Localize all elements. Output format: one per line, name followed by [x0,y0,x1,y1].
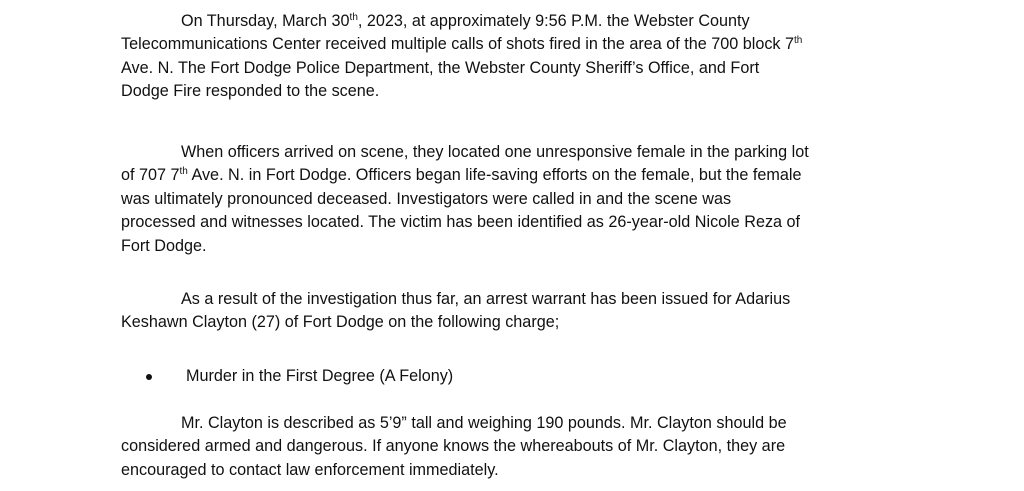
text-line: considered armed and dangerous. If anyone knows the whereabouts of Mr. Clayton, they are [121,437,786,456]
text-line: Dodge Fire responded to the scene. [121,82,380,101]
paragraph-warrant [121,288,921,335]
text-line: processed and witnesses located. The victim has been identified as 26-year-old Nicole Reza of [121,213,801,232]
text-line: Fort Dodge. [121,236,207,255]
text-line: When officers arrived on scene, they located one unresponsive female in the parking lot [181,143,809,161]
text-line: Mr. Clayton is described as 5’9” tall and weighing 190 pounds. Mr. Clayton should be [181,414,787,432]
text-line: On Thursday, March 30th, 2023, at approximately 9:56 P.M. the Webster County [181,12,750,30]
text-line: As a result of the investigation thus far, an arrest warrant has been issued for Adarius [181,290,791,308]
text-line: Keshawn Clayton (27) of Fort Dodge on the following charge; [121,313,560,332]
text-line: was ultimately pronounced deceased. Investigators were called in and the scene was [121,189,732,208]
paragraph-incident [121,10,921,104]
paragraph-description [121,412,921,482]
text-line: of 707 7th Ave. N. in Fort Dodge. Officers began life-saving efforts on the female, but the female [121,166,802,185]
charge-text: Murder in the First Degree (A Felony) [186,367,454,385]
bullet-icon [146,374,152,380]
text-line: Telecommunications Center received multiple calls of shots fired in the area of the 700 block 7th [121,35,803,54]
paragraph-scene [121,141,921,258]
text-line: Ave. N. The Fort Dodge Police Department, the Webster County Sheriff’s Office, and Fort [121,58,760,77]
text-line: encouraged to contact law enforcement immediately. [121,460,499,479]
